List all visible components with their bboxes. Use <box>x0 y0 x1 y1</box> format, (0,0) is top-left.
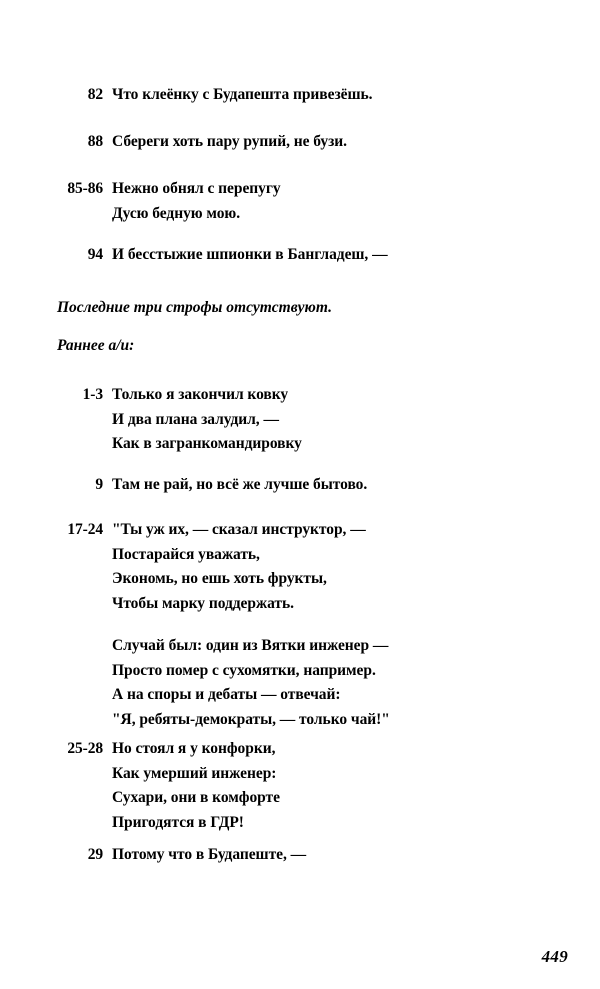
verse-line: Нежно обнял с перепугу <box>112 180 281 197</box>
verse-text <box>103 83 600 108</box>
verse-block <box>0 83 600 108</box>
verse-block <box>0 177 600 226</box>
editorial-note: Раннее а/и: <box>57 337 135 354</box>
verse-line: "Ты уж их, — сказал инструктор, — <box>112 521 366 538</box>
verse-block <box>0 518 600 616</box>
verse-block <box>0 383 600 457</box>
verse-text <box>103 634 600 732</box>
verse-line: Только я закончил ковку <box>112 386 289 403</box>
verse-line: Что клеёнку с Будапешта привезёшь. <box>112 86 373 103</box>
verse-block <box>0 634 600 732</box>
verse-line: Просто помер с сухомятки, например. <box>112 661 376 679</box>
verse-line: Чтобы марку поддержать. <box>112 594 294 612</box>
line-number-label: 82 <box>87 86 103 103</box>
verse-line: Дусю бедную мою. <box>112 204 241 222</box>
verse-block <box>0 243 600 268</box>
verse-text <box>103 843 600 868</box>
verse-text <box>103 130 600 155</box>
verse-text <box>103 243 600 268</box>
verse-block <box>0 473 600 498</box>
verse-text <box>103 737 600 835</box>
verse-text <box>103 177 600 226</box>
line-number-label: 25-28 <box>67 740 103 757</box>
verse-line: Как в загранкомандировку <box>112 435 302 452</box>
verse-line: А на споры и дебаты — отвечай: <box>112 686 341 703</box>
verse-line: Там не рай, но всё же лучше бытово. <box>112 476 368 493</box>
verse-line: Сбереги хоть пару рупий, не бузи. <box>112 133 347 150</box>
verse-line: И бесстыжие шпионки в Бангладеш, — <box>112 246 388 263</box>
line-number-label: 94 <box>87 246 103 263</box>
verse-line: Экономь, но ешь хоть фрукты, <box>112 570 327 587</box>
verse-line: Пригодятся в ГДР! <box>112 813 244 831</box>
verse-line: И два плана залудил, — <box>112 410 279 428</box>
verse-line: Потому что в Будапеште, — <box>112 846 307 863</box>
line-number-label: 1-3 <box>82 386 103 403</box>
verse-block <box>0 843 600 868</box>
verse-text <box>103 518 600 616</box>
verse-text <box>103 473 600 498</box>
editorial-note: Последние три строфы отсутствуют. <box>57 299 332 316</box>
line-number-label: 9 <box>95 476 103 493</box>
verse-line: "Я, ребяты-демократы, — только чай!" <box>112 710 390 728</box>
verse-line: Постарайся уважать, <box>112 545 260 563</box>
line-number-label: 85-86 <box>67 180 103 197</box>
page-number: 449 <box>541 947 568 966</box>
line-number-label: 29 <box>87 846 103 863</box>
verse-line: Случай был: один из Вятки инженер — <box>112 637 389 654</box>
line-number-label: 88 <box>87 133 103 150</box>
verse-line: Но стоял я у конфорки, <box>112 740 276 757</box>
verse-block <box>0 737 600 835</box>
verse-line: Как умерший инженер: <box>112 764 277 782</box>
verse-line: Сухари, они в комфорте <box>112 789 280 806</box>
verse-text <box>103 383 600 457</box>
verse-block <box>0 130 600 155</box>
line-number-label: 17-24 <box>67 521 103 538</box>
